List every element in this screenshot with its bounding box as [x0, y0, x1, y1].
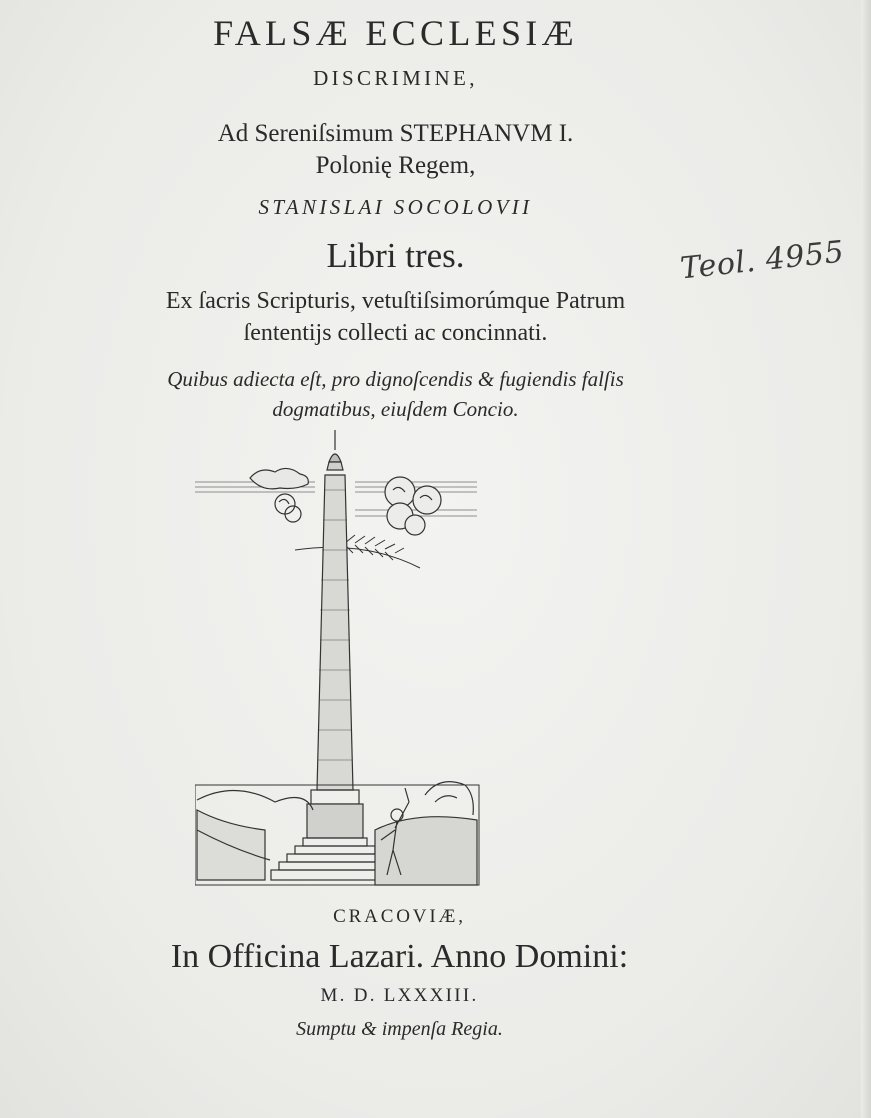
imprint-printer: In Officina Lazari. Anno Domini: — [170, 938, 629, 975]
description-line-1: Ex ſacris Scripturis, vetuſtiſsimorúmque Patrum — [165, 288, 626, 314]
title-line-2: DISCRIMINE, — [313, 66, 478, 90]
title-line-1: FALSÆ ECCLESIÆ — [213, 13, 578, 53]
cloud-left-icon — [250, 468, 308, 522]
obelisk-icon — [271, 430, 395, 880]
books-heading: Libri tres. — [326, 236, 465, 275]
page-edge — [861, 0, 871, 1118]
description-line-2: ſententijs collecti ac concinnati. — [243, 320, 548, 346]
handwritten-shelfmark: Teol. 4955 — [678, 234, 846, 287]
imprint-year: M. D. LXXXIII. — [320, 985, 479, 1006]
obelisk-woodcut-icon — [195, 430, 480, 900]
dedication-line-1: Ad Sereniſsimum STEPHANVM I. — [217, 120, 574, 147]
addendum-line-2: dogmatibus, eiuſdem Concio. — [272, 397, 519, 421]
imprint-funding: Sumptu & impenſa Regia. — [296, 1018, 503, 1040]
author-name: STANISLAI SOCOLOVII — [258, 195, 533, 219]
cloud-right-icon — [385, 477, 441, 535]
addendum-line-1: Quibus adiecta eſt, pro dignoſcendis & fugiendis falſis — [167, 367, 624, 391]
palm-branch-icon — [295, 535, 420, 568]
dedication-line-2: Polonię Regem, — [315, 152, 476, 179]
imprint-place: CRACOVIÆ, — [333, 906, 466, 927]
